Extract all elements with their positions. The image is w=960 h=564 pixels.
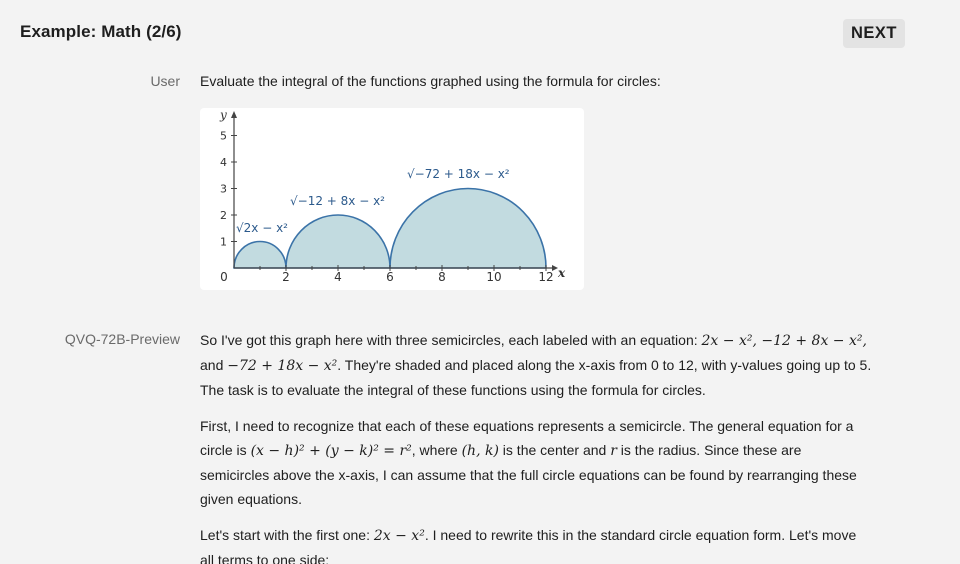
text-span: all terms to one side: <box>200 552 330 564</box>
x-tick-label: 8 <box>438 270 446 284</box>
paragraph-3 <box>200 523 920 564</box>
text-span: semicircles above the x-axis, I can assume that the full circle equations can be found by rearranging these <box>200 467 857 483</box>
math-span: r <box>610 443 617 459</box>
curve-label-1: √2x − x² <box>236 221 288 235</box>
x-tick-label: 12 <box>538 270 554 284</box>
user-role-label: User <box>150 73 180 89</box>
math-span: 2x − x², −12 + 8x − x², <box>701 333 867 349</box>
text-span: . I need to rewrite this in the standard circle equation form. Let's move <box>424 527 857 543</box>
graph-image <box>200 108 584 290</box>
semicircle-2 <box>286 215 390 268</box>
math-span: 2x − x² <box>373 528 425 544</box>
text-span: Let's start with the first one: <box>200 527 374 543</box>
semicircle-1 <box>234 242 286 269</box>
math-span: (x − h)² + (y − k)² = r² <box>250 443 412 459</box>
text-span: The task is to evaluate the integral of these functions using the formula for circles. <box>200 382 706 398</box>
text-span: . They're shaded and placed along the x-axis from 0 to 12, with y-values going up to 5. <box>337 357 872 373</box>
x-tick-label: 0 <box>220 270 228 284</box>
text-span: is the center and <box>498 442 611 458</box>
model-response <box>200 328 920 564</box>
y-tick-label: 5 <box>220 129 227 143</box>
text-span: and <box>200 357 228 373</box>
y-tick-label: 1 <box>220 235 227 249</box>
y-tick-label: 4 <box>220 156 227 169</box>
text-span: , where <box>411 442 462 458</box>
paragraph-2 <box>200 414 920 511</box>
x-axis-label: x <box>558 266 566 280</box>
curve-label-2: √−12 + 8x − x² <box>290 194 385 208</box>
x-tick-label: 4 <box>334 270 342 284</box>
y-axis-label: y <box>220 108 227 122</box>
math-span: (h, k) <box>461 443 499 459</box>
text-span: is the radius. Since these are <box>616 442 802 458</box>
text-span: given equations. <box>200 491 302 507</box>
math-span: −72 + 18x − x² <box>227 358 338 374</box>
next-button[interactable]: NEXT <box>843 19 905 48</box>
model-role-label: QVQ-72B-Preview <box>64 331 180 347</box>
semicircle-3 <box>390 189 546 269</box>
x-tick-label: 6 <box>386 270 394 284</box>
x-tick-label: 10 <box>486 270 502 284</box>
text-span: So I've got this graph here with three semicircles, each labeled with an equation: <box>200 332 702 348</box>
paragraph-1 <box>200 328 920 402</box>
y-tick-label: 3 <box>220 182 227 196</box>
curve-label-3: √−72 + 18x − x² <box>407 167 510 181</box>
text-span: First, I need to recognize that each of these equations represents a semicircle. The general equation for a <box>200 418 854 434</box>
user-message: Evaluate the integral of the functions graphed using the formula for circles: <box>200 73 661 89</box>
y-tick-label: 2 <box>220 209 227 222</box>
x-tick-label: 2 <box>282 270 290 284</box>
semicircle-graph <box>200 108 584 290</box>
page-title: Example: Math (2/6) <box>20 22 182 41</box>
y-axis-arrow <box>231 111 237 118</box>
text-span: circle is <box>200 442 251 458</box>
